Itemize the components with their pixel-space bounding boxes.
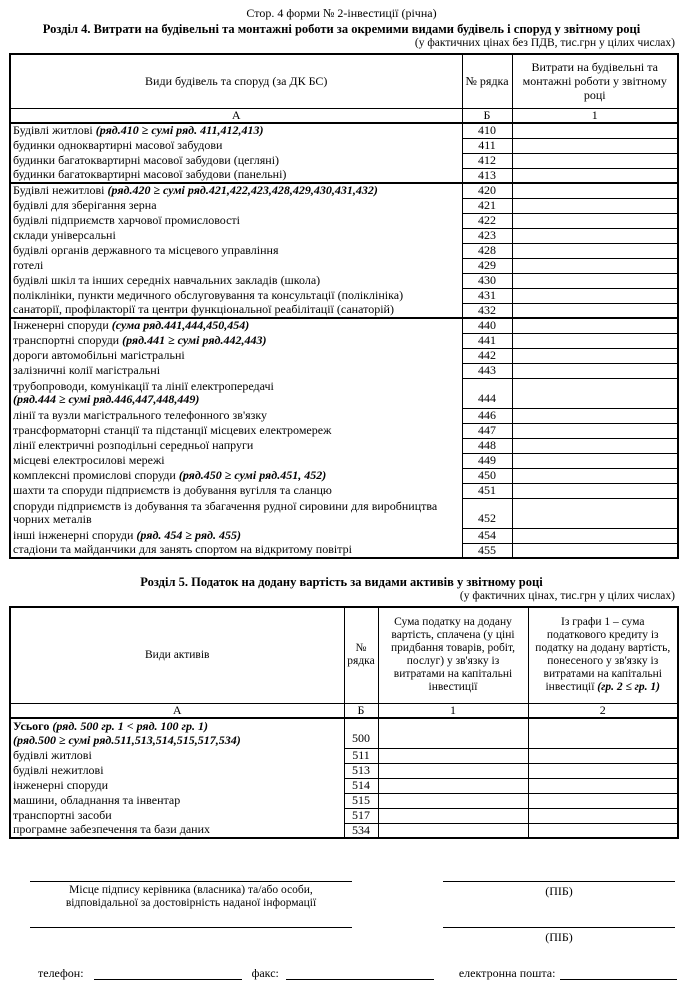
section4-letter-row <box>10 108 678 123</box>
table-row <box>10 468 678 483</box>
table-row <box>10 363 678 378</box>
col-header-row-number: № рядка <box>344 607 378 703</box>
value-cell <box>378 778 528 793</box>
table-row <box>10 258 678 273</box>
row-label: лінії електричні розподільні середньої напруги <box>10 438 462 453</box>
value-cell <box>512 123 678 138</box>
value-cell <box>512 333 678 348</box>
row-code: 443 <box>462 363 512 378</box>
row-label: трансформаторні станції та підстанції місцевих електромереж <box>10 423 462 438</box>
pib-caption: (ПІБ) <box>545 930 573 944</box>
value-cell <box>512 528 678 543</box>
section5-title: Розділ 5. Податок на додану вартість за видами активів у звітному році <box>140 575 543 589</box>
value-cell <box>512 258 678 273</box>
row-label: споруди підприємств із добування та збагачення рудної сировини для виробництва чорних металів <box>10 498 462 528</box>
row-code: 440 <box>462 318 512 333</box>
value-cell <box>512 168 678 183</box>
section4-header-row <box>10 54 678 108</box>
row-code: 451 <box>462 483 512 498</box>
row-label: транспортні засоби <box>10 808 344 823</box>
value-cell <box>378 793 528 808</box>
value-cell <box>512 318 678 333</box>
section5-letter-row <box>10 703 678 718</box>
section4-table <box>9 53 679 559</box>
table-row <box>10 288 678 303</box>
col-header-building-types: Види будівель та споруд (за ДК БС) <box>10 54 462 108</box>
value-cell <box>378 808 528 823</box>
table-row <box>10 183 678 198</box>
table-row <box>10 718 678 748</box>
table-row <box>10 453 678 468</box>
row-label: трубопроводи, комунікації та лінії електропередачі (ряд.444 ≥ сумі ряд.446,447,448,449) <box>10 378 462 408</box>
value-cell <box>528 763 678 778</box>
row-label: будинки багатоквартирні масової забудови (цегляні) <box>10 153 462 168</box>
signature-place-2 <box>30 927 352 944</box>
row-label: поліклініки, пункти медичного обслуговування та консультації (поліклініка) <box>10 288 462 303</box>
email-blank-field <box>560 966 677 980</box>
value-cell <box>528 793 678 808</box>
row-label: інженерні споруди <box>10 778 344 793</box>
row-label: машини, обладнання та інвентар <box>10 793 344 808</box>
row-code: 428 <box>462 243 512 258</box>
value-cell <box>512 138 678 153</box>
row-code: 447 <box>462 423 512 438</box>
value-cell <box>512 543 678 558</box>
signature-place <box>30 881 352 910</box>
row-code: 446 <box>462 408 512 423</box>
row-label: програмне забезпечення та бази даних <box>10 823 344 838</box>
table-row <box>10 228 678 243</box>
value-cell <box>512 228 678 243</box>
row-label: будинки одноквартирні масової забудови <box>10 138 462 153</box>
row-code: 429 <box>462 258 512 273</box>
signature-line <box>30 881 352 882</box>
table-row <box>10 498 678 528</box>
row-label: будівлі для зберігання зерна <box>10 198 462 213</box>
row-label: склади універсальні <box>10 228 462 243</box>
row-code: 534 <box>344 823 378 838</box>
value-cell <box>512 303 678 318</box>
value-cell <box>512 243 678 258</box>
row-code: 517 <box>344 808 378 823</box>
value-cell <box>528 823 678 838</box>
table-row <box>10 408 678 423</box>
letter-cell: 1 <box>512 108 678 123</box>
table-row <box>10 273 678 288</box>
value-cell <box>528 748 678 763</box>
table-row <box>10 528 678 543</box>
table-row <box>10 438 678 453</box>
row-code: 410 <box>462 123 512 138</box>
value-cell <box>378 823 528 838</box>
letter-cell: А <box>10 703 344 718</box>
signature-name-2 <box>443 927 675 944</box>
table-row <box>10 348 678 363</box>
name-line <box>443 927 675 928</box>
table-row <box>10 793 678 808</box>
section4-note: (у фактичних цінах без ПДВ, тис.грн у цілих числах) <box>414 37 675 49</box>
row-code: 452 <box>462 498 512 528</box>
row-label: будівлі шкіл та інших середніх навчальних закладів (школа) <box>10 273 462 288</box>
table-row <box>10 318 678 333</box>
signature-name-1 <box>443 881 675 910</box>
value-cell <box>528 778 678 793</box>
row-code: 421 <box>462 198 512 213</box>
value-cell <box>512 183 678 198</box>
row-label: Будівлі житлові (ряд.410 ≥ сумі ряд. 411,412,413) <box>10 123 462 138</box>
table-row <box>10 243 678 258</box>
row-code: 455 <box>462 543 512 558</box>
section5-header-row <box>10 607 678 703</box>
table-row <box>10 213 678 228</box>
letter-cell: Б <box>344 703 378 718</box>
row-label: будівлі нежитлові <box>10 763 344 778</box>
row-code: 454 <box>462 528 512 543</box>
row-code: 422 <box>462 213 512 228</box>
section5-table <box>9 606 679 839</box>
table-row <box>10 543 678 558</box>
col-header-asset-types: Види активів <box>10 607 344 703</box>
letter-cell: 2 <box>528 703 678 718</box>
table-row <box>10 778 678 793</box>
row-label: готелі <box>10 258 462 273</box>
table-row <box>10 303 678 318</box>
vat-credit-formula: (гр. 2 ≤ гр. 1) <box>597 681 661 694</box>
letter-cell: Б <box>462 108 512 123</box>
row-code: 514 <box>344 778 378 793</box>
row-label: Інженерні споруди (сума ряд.441,444,450,454) <box>10 318 462 333</box>
value-cell <box>512 378 678 408</box>
value-cell <box>512 288 678 303</box>
table-row <box>10 423 678 438</box>
table-row <box>10 123 678 138</box>
phone-label: телефон: <box>38 966 84 980</box>
value-cell <box>512 348 678 363</box>
table-row <box>10 198 678 213</box>
row-label: місцеві електросилові мережі <box>10 453 462 468</box>
row-code: 500 <box>344 718 378 748</box>
table-row <box>10 763 678 778</box>
row-code: 449 <box>462 453 512 468</box>
value-cell <box>378 748 528 763</box>
section4-title: Розділ 4. Витрати на будівельні та монтажні роботи за окремими видами будівель і споруд у звітному році <box>42 22 641 36</box>
signature-caption-line2: відповідальної за достовірність наданої інформації <box>65 897 317 909</box>
table-row <box>10 748 678 763</box>
page-header: Стор. 4 форми № 2-інвестиції (річна) <box>246 6 437 20</box>
value-cell <box>512 198 678 213</box>
table-row <box>10 138 678 153</box>
value-cell <box>528 718 678 748</box>
letter-cell: А <box>10 108 462 123</box>
row-label: дороги автомобільні магістральні <box>10 348 462 363</box>
row-code: 442 <box>462 348 512 363</box>
value-cell <box>528 808 678 823</box>
section5-note: (у фактичних цінах, тис.грн у цілих числах) <box>459 590 675 602</box>
col-header-vat-credit <box>528 607 678 703</box>
fax-blank-field <box>286 966 434 980</box>
col-header-row-number: № рядка <box>462 54 512 108</box>
row-label: будинки багатоквартирні масової забудови (панельні) <box>10 168 462 183</box>
row-code: 450 <box>462 468 512 483</box>
col-header-expenses: Витрати на будівельні та монтажні роботи у звітному році <box>512 54 678 108</box>
letter-cell: 1 <box>378 703 528 718</box>
table-row <box>10 153 678 168</box>
row-label: Будівлі нежитлові (ряд.420 ≥ сумі ряд.421,422,423,428,429,430,431,432) <box>10 183 462 198</box>
value-cell <box>512 453 678 468</box>
row-label: будівлі підприємств харчової промисловості <box>10 213 462 228</box>
signature-row-1 <box>30 881 675 910</box>
value-cell <box>512 153 678 168</box>
value-cell <box>512 483 678 498</box>
name-line <box>443 881 675 882</box>
row-code: 448 <box>462 438 512 453</box>
row-code: 441 <box>462 333 512 348</box>
signature-block <box>0 881 683 944</box>
row-label: санаторії, профілакторії та центри функціональної реабілітації (санаторій) <box>10 303 462 318</box>
row-code: 412 <box>462 153 512 168</box>
value-cell <box>378 763 528 778</box>
row-label: інші інженерні споруди (ряд. 454 ≥ ряд. 455) <box>10 528 462 543</box>
fax-label: факс: <box>251 966 279 980</box>
row-label: будівлі житлові <box>10 748 344 763</box>
row-label: комплексні промислові споруди (ряд.450 ≥ сумі ряд.451, 452) <box>10 468 462 483</box>
row-code: 513 <box>344 763 378 778</box>
value-cell <box>512 213 678 228</box>
value-cell <box>512 438 678 453</box>
table-row <box>10 823 678 838</box>
value-cell <box>512 423 678 438</box>
signature-caption-line1: Місце підпису керівника (власника) та/або особи, <box>69 884 313 896</box>
row-code: 420 <box>462 183 512 198</box>
row-label: Усього (ряд. 500 гр. 1 < ряд. 100 гр. 1) (ряд.500 ≥ сумі ряд.511,513,514,515,517,534) <box>10 718 344 748</box>
row-code: 423 <box>462 228 512 243</box>
row-code: 431 <box>462 288 512 303</box>
value-cell <box>512 498 678 528</box>
signature-line <box>30 927 352 928</box>
value-cell <box>512 408 678 423</box>
row-code: 432 <box>462 303 512 318</box>
table-row <box>10 378 678 408</box>
value-cell <box>378 718 528 748</box>
row-code: 511 <box>344 748 378 763</box>
value-cell <box>512 468 678 483</box>
email-label: електронна пошта: <box>458 966 556 980</box>
contacts-row <box>38 966 677 980</box>
table-row <box>10 808 678 823</box>
table-row <box>10 168 678 183</box>
pib-caption: (ПІБ) <box>545 884 573 898</box>
row-label: лінії та вузли магістрального телефонного зв'язку <box>10 408 462 423</box>
signature-row-2 <box>30 927 675 944</box>
row-label: залізничні колії магістральні <box>10 363 462 378</box>
row-code: 515 <box>344 793 378 808</box>
col-header-vat-paid: Сума податку на додану вартість, сплачена (у ціні придбання товарів, робіт, послуг) у зв'язку із витратами на капітальні інвестиції <box>378 607 528 703</box>
row-code: 430 <box>462 273 512 288</box>
table-row <box>10 333 678 348</box>
row-label: транспортні споруди (ряд.441 ≥ сумі ряд.442,443) <box>10 333 462 348</box>
table-row <box>10 483 678 498</box>
value-cell <box>512 273 678 288</box>
row-label: будівлі органів державного та місцевого управління <box>10 243 462 258</box>
row-label: шахти та споруди підприємств із добування вугілля та сланцю <box>10 483 462 498</box>
value-cell <box>512 363 678 378</box>
row-code: 444 <box>462 378 512 408</box>
row-code: 413 <box>462 168 512 183</box>
row-label: стадіони та майданчики для занять спортом на відкритому повітрі <box>10 543 462 558</box>
vat-credit-text: Із графи 1 – сума податкового кредиту із податку на додану вартість, понесеного у зв'язку із витратами на капітальні інвестиції <box>535 616 671 694</box>
row-code: 411 <box>462 138 512 153</box>
phone-blank-field <box>94 966 242 980</box>
